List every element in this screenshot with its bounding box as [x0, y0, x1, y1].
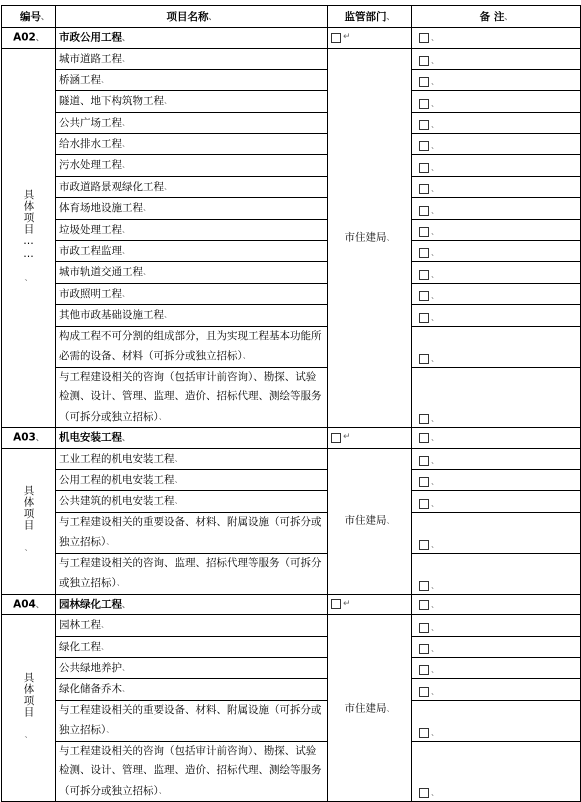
item-row — [2, 741, 581, 802]
checkbox-icon[interactable] — [419, 120, 429, 130]
note-cell: 、 — [412, 326, 581, 367]
dept-cell: 市住建局、 — [328, 615, 412, 802]
checkbox-icon[interactable] — [419, 477, 429, 487]
item-name: 工业工程的机电安装工程、 — [56, 448, 328, 469]
note-cell: 、 — [412, 553, 581, 594]
table-body — [2, 28, 581, 802]
item-name: 与工程建设相关的重要设备、材料、附属设施（可拆分或独立招标）、 — [56, 512, 328, 553]
checkbox-icon[interactable] — [419, 665, 429, 675]
checkbox-icon[interactable] — [419, 354, 429, 364]
note-cell: 、 — [412, 241, 581, 262]
category-title: 园林绿化工程、 — [56, 594, 328, 615]
item-name: 市政照明工程、 — [56, 283, 328, 304]
group-label-cell: 具体项目 、 — [2, 448, 56, 594]
note-cell: 、 — [412, 155, 581, 176]
checkbox-icon[interactable] — [331, 599, 341, 609]
note-cell: 、 — [412, 91, 581, 112]
item-row — [2, 155, 581, 176]
item-row — [2, 69, 581, 90]
item-row — [2, 219, 581, 240]
category-dept-cell: ↵ — [328, 594, 412, 615]
checkbox-icon[interactable] — [419, 77, 429, 87]
item-row — [2, 134, 581, 155]
category-note-cell: 、 — [412, 428, 581, 449]
note-cell: 、 — [412, 679, 581, 700]
note-cell: 、 — [412, 48, 581, 69]
item-name: 污水处理工程、 — [56, 155, 328, 176]
note-cell: 、 — [412, 176, 581, 197]
checkbox-icon[interactable] — [419, 687, 429, 697]
item-row — [2, 241, 581, 262]
header-name: 项目名称、 — [56, 6, 328, 28]
note-cell: 、 — [412, 198, 581, 219]
item-name: 垃圾处理工程、 — [56, 219, 328, 240]
item-row — [2, 512, 581, 553]
note-cell: 、 — [412, 491, 581, 512]
checkbox-icon[interactable] — [419, 163, 429, 173]
item-row — [2, 553, 581, 594]
checkbox-icon[interactable] — [419, 313, 429, 323]
category-row — [2, 594, 581, 615]
checkbox-icon[interactable] — [419, 456, 429, 466]
category-row — [2, 428, 581, 449]
item-name: 公共绿地养护、 — [56, 658, 328, 679]
item-name: 与工程建设相关的咨询（包括审计前咨询）、勘探、试验检测、设计、管理、监理、造价、招标代理、测绘等服务（可拆分或独立招标）、 — [56, 741, 328, 802]
item-row — [2, 112, 581, 133]
item-name: 城市道路工程、 — [56, 48, 328, 69]
item-row — [2, 448, 581, 469]
checkbox-icon[interactable] — [331, 33, 341, 43]
note-cell: 、 — [412, 262, 581, 283]
item-row — [2, 636, 581, 657]
header-note: 备 注、 — [412, 6, 581, 28]
item-row — [2, 491, 581, 512]
checkbox-icon[interactable] — [419, 788, 429, 798]
item-row — [2, 198, 581, 219]
item-row — [2, 470, 581, 491]
item-row — [2, 283, 581, 304]
item-row — [2, 658, 581, 679]
category-dept-cell: ↵ — [328, 28, 412, 49]
item-name: 隧道、地下构筑物工程、 — [56, 91, 328, 112]
item-name: 公共建筑的机电安装工程、 — [56, 491, 328, 512]
item-name: 园林工程、 — [56, 615, 328, 636]
checkbox-icon[interactable] — [419, 644, 429, 654]
item-row — [2, 48, 581, 69]
group-label: 具体项目 — [22, 484, 35, 531]
note-cell: 、 — [412, 658, 581, 679]
note-cell: 、 — [412, 112, 581, 133]
note-cell: 、 — [412, 741, 581, 802]
note-cell: 、 — [412, 367, 581, 428]
note-cell: 、 — [412, 615, 581, 636]
item-name: 其他市政基础设施工程、 — [56, 305, 328, 326]
dept-cell: 市住建局、 — [328, 48, 412, 428]
group-label-cell: 具体项目 、 — [2, 615, 56, 802]
item-name: 绿化储备乔木、 — [56, 679, 328, 700]
note-cell: 、 — [412, 470, 581, 491]
note-cell: 、 — [412, 512, 581, 553]
header-row — [2, 6, 581, 28]
note-cell: 、 — [412, 636, 581, 657]
checkbox-icon[interactable] — [419, 56, 429, 66]
item-row — [2, 326, 581, 367]
item-name: 与工程建设相关的咨询、监理、招标代理等服务（可拆分或独立招标）、 — [56, 553, 328, 594]
checkbox-icon[interactable] — [419, 581, 429, 591]
note-cell: 、 — [412, 219, 581, 240]
checkbox-icon[interactable] — [331, 433, 341, 443]
item-row — [2, 262, 581, 283]
group-label-cell: 具体项目…… 、 — [2, 48, 56, 428]
project-table — [1, 5, 581, 802]
checkbox-icon[interactable] — [419, 99, 429, 109]
note-cell: 、 — [412, 134, 581, 155]
note-cell: 、 — [412, 448, 581, 469]
category-code: A03、 — [2, 428, 56, 449]
item-row — [2, 305, 581, 326]
checkbox-icon[interactable] — [419, 206, 429, 216]
note-cell: 、 — [412, 305, 581, 326]
dept-cell: 市住建局、 — [328, 448, 412, 594]
checkbox-icon[interactable] — [419, 33, 429, 43]
item-name: 与工程建设相关的咨询（包括审计前咨询）、勘探、试验检测、设计、管理、监理、造价、招标代理、测绘等服务（可拆分或独立招标）、 — [56, 367, 328, 428]
category-code: A02、 — [2, 28, 56, 49]
item-name: 给水排水工程、 — [56, 134, 328, 155]
item-name: 公用工程的机电安装工程、 — [56, 470, 328, 491]
category-note-cell: 、 — [412, 28, 581, 49]
item-name: 公共广场工程、 — [56, 112, 328, 133]
checkbox-icon[interactable] — [419, 270, 429, 280]
item-row — [2, 679, 581, 700]
item-name: 绿化工程、 — [56, 636, 328, 657]
note-cell: 、 — [412, 700, 581, 741]
category-row — [2, 28, 581, 49]
checkbox-icon[interactable] — [419, 499, 429, 509]
item-row — [2, 91, 581, 112]
checkbox-icon[interactable] — [419, 600, 429, 610]
item-name: 桥涵工程、 — [56, 69, 328, 90]
checkbox-icon[interactable] — [419, 540, 429, 550]
group-label: 具体项目 — [22, 672, 35, 719]
checkbox-icon[interactable] — [419, 291, 429, 301]
category-dept-cell: ↵ — [328, 428, 412, 449]
item-row — [2, 700, 581, 741]
item-row — [2, 176, 581, 197]
header-dept: 监管部门、 — [328, 6, 412, 28]
note-cell: 、 — [412, 69, 581, 90]
note-cell: 、 — [412, 283, 581, 304]
checkbox-icon[interactable] — [419, 184, 429, 194]
checkbox-icon[interactable] — [419, 141, 429, 151]
checkbox-icon[interactable] — [419, 227, 429, 237]
checkbox-icon[interactable] — [419, 433, 429, 443]
item-row — [2, 367, 581, 428]
item-row — [2, 615, 581, 636]
header-code: 编号、 — [2, 6, 56, 28]
item-name: 市政工程监理、 — [56, 241, 328, 262]
item-name: 构成工程不可分割的组成部分，且为实现工程基本功能所必需的设备、材料（可拆分或独立招标）、 — [56, 326, 328, 367]
category-title: 市政公用工程、 — [56, 28, 328, 49]
item-name: 市政道路景观绿化工程、 — [56, 176, 328, 197]
item-name: 体育场地设施工程、 — [56, 198, 328, 219]
category-title: 机电安装工程、 — [56, 428, 328, 449]
item-name: 城市轨道交通工程、 — [56, 262, 328, 283]
category-note-cell: 、 — [412, 594, 581, 615]
checkbox-icon[interactable] — [419, 728, 429, 738]
checkbox-icon[interactable] — [419, 414, 429, 424]
group-label: 具体项目…… — [22, 188, 35, 261]
item-name: 与工程建设相关的重要设备、材料、附属设施（可拆分或独立招标）、 — [56, 700, 328, 741]
checkbox-icon[interactable] — [419, 623, 429, 633]
checkbox-icon[interactable] — [419, 248, 429, 258]
category-code: A04、 — [2, 594, 56, 615]
